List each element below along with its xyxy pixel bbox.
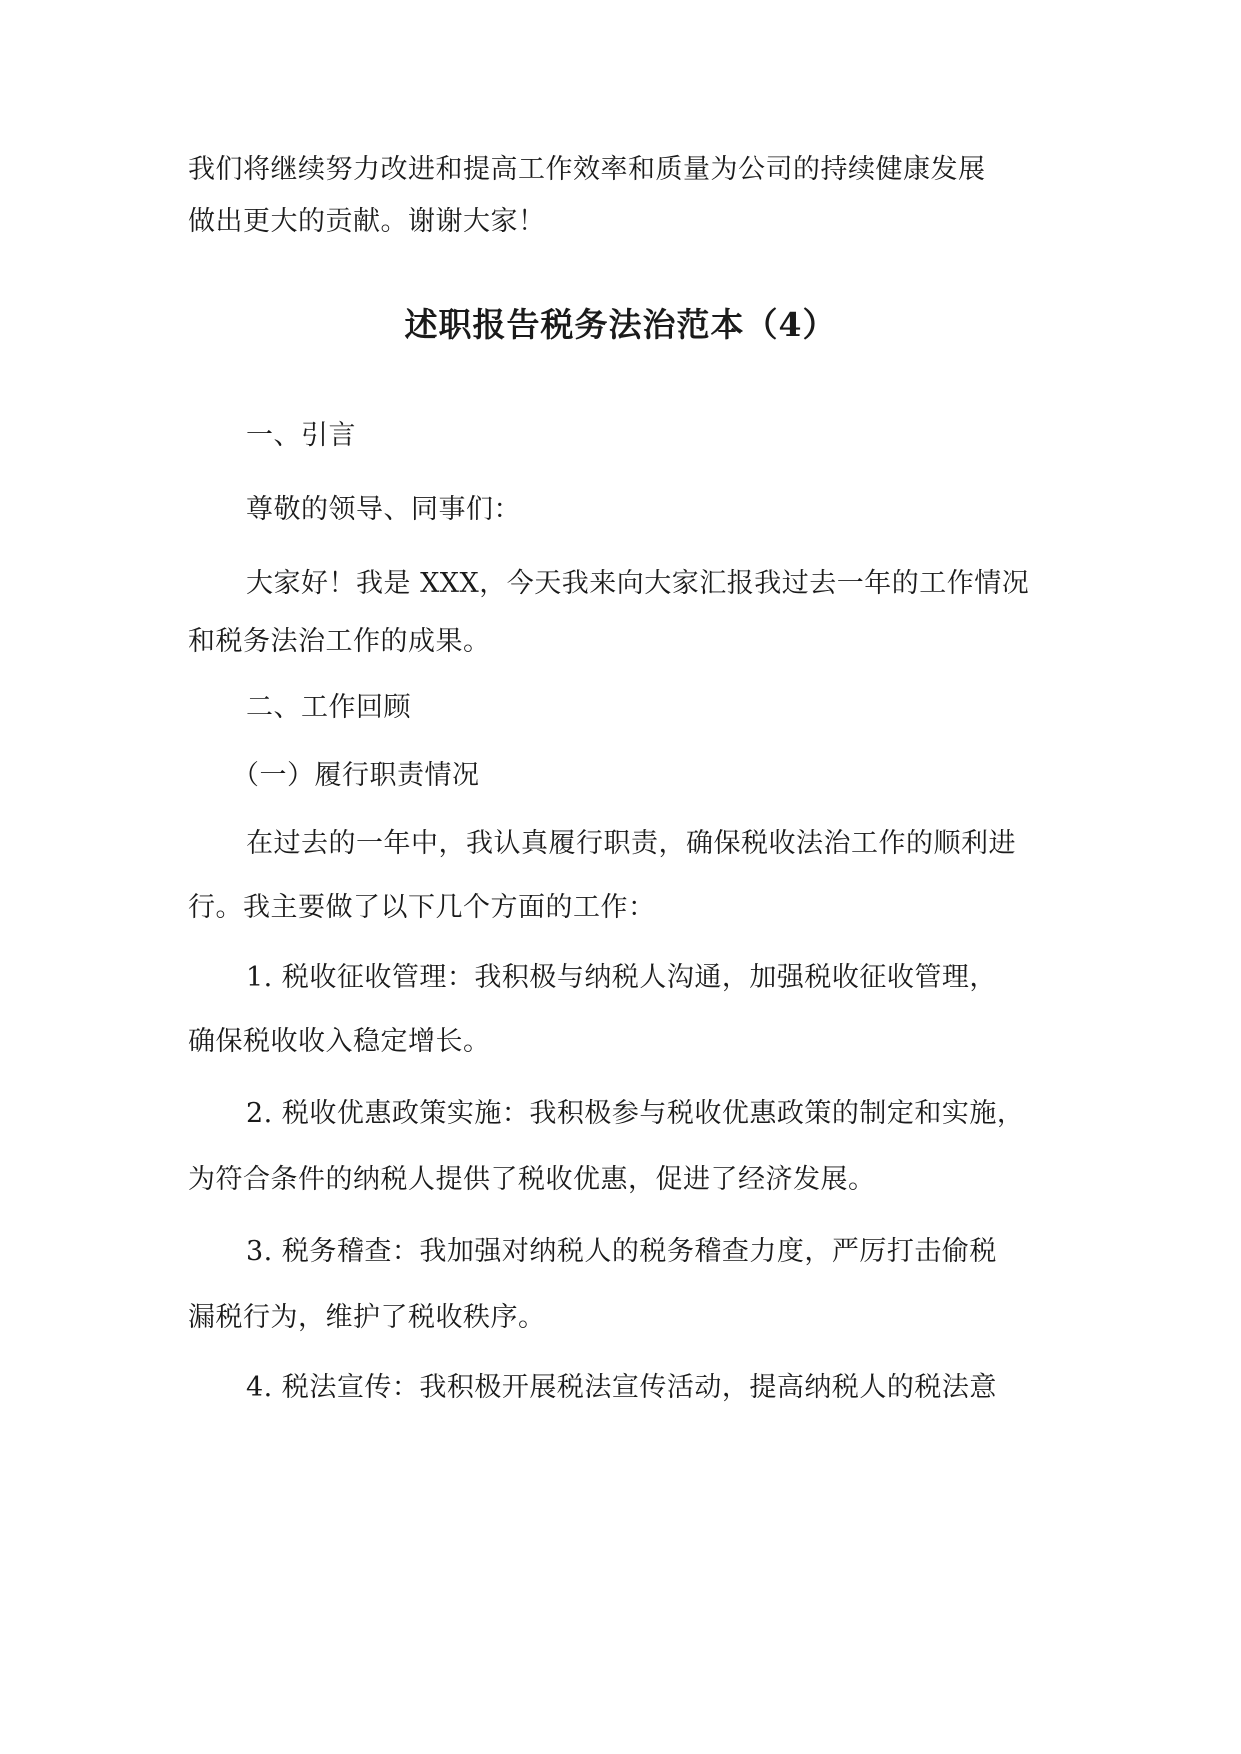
list-item-1-line-2: 确保税收收入稳定增长。 — [188, 1026, 491, 1057]
continuation-line-2: 做出更大的贡献。谢谢大家！ — [188, 206, 546, 237]
list-item-3-line-1: 3. 税务稽查：我加强对纳税人的税务稽查力度，严厉打击偷税 — [246, 1236, 997, 1267]
paragraph-2-line-1: 在过去的一年中，我认真履行职责，确保税收法治工作的顺利进 — [246, 828, 1016, 859]
section-heading-intro: 一、引言 — [246, 420, 356, 451]
subsection-heading-duties: （一）履行职责情况 — [232, 760, 480, 791]
list-item-1-line-1: 1. 税收征收管理：我积极与纳税人沟通，加强税收征收管理， — [246, 962, 997, 993]
list-item-4-line-1: 4. 税法宣传：我积极开展税法宣传活动，提高纳税人的税法意 — [246, 1372, 997, 1403]
document-title: 述职报告税务法治范本（4） — [404, 305, 837, 344]
list-item-3-line-2: 漏税行为，维护了税收秩序。 — [188, 1302, 546, 1333]
continuation-line-1: 我们将继续努力改进和提高工作效率和质量为公司的持续健康发展 — [188, 154, 986, 185]
list-item-2-line-2: 为符合条件的纳税人提供了税收优惠，促进了经济发展。 — [188, 1164, 876, 1195]
paragraph-1-line-1: 大家好！我是 XXX，今天我来向大家汇报我过去一年的工作情况 — [246, 568, 1030, 599]
list-item-2-line-1: 2. 税收优惠政策实施：我积极参与税收优惠政策的制定和实施， — [246, 1098, 1025, 1129]
greeting: 尊敬的领导、同事们： — [246, 494, 521, 525]
section-heading-review: 二、工作回顾 — [246, 692, 411, 723]
paragraph-1-line-2: 和税务法治工作的成果。 — [188, 626, 491, 657]
paragraph-2-line-2: 行。我主要做了以下几个方面的工作： — [188, 892, 656, 923]
